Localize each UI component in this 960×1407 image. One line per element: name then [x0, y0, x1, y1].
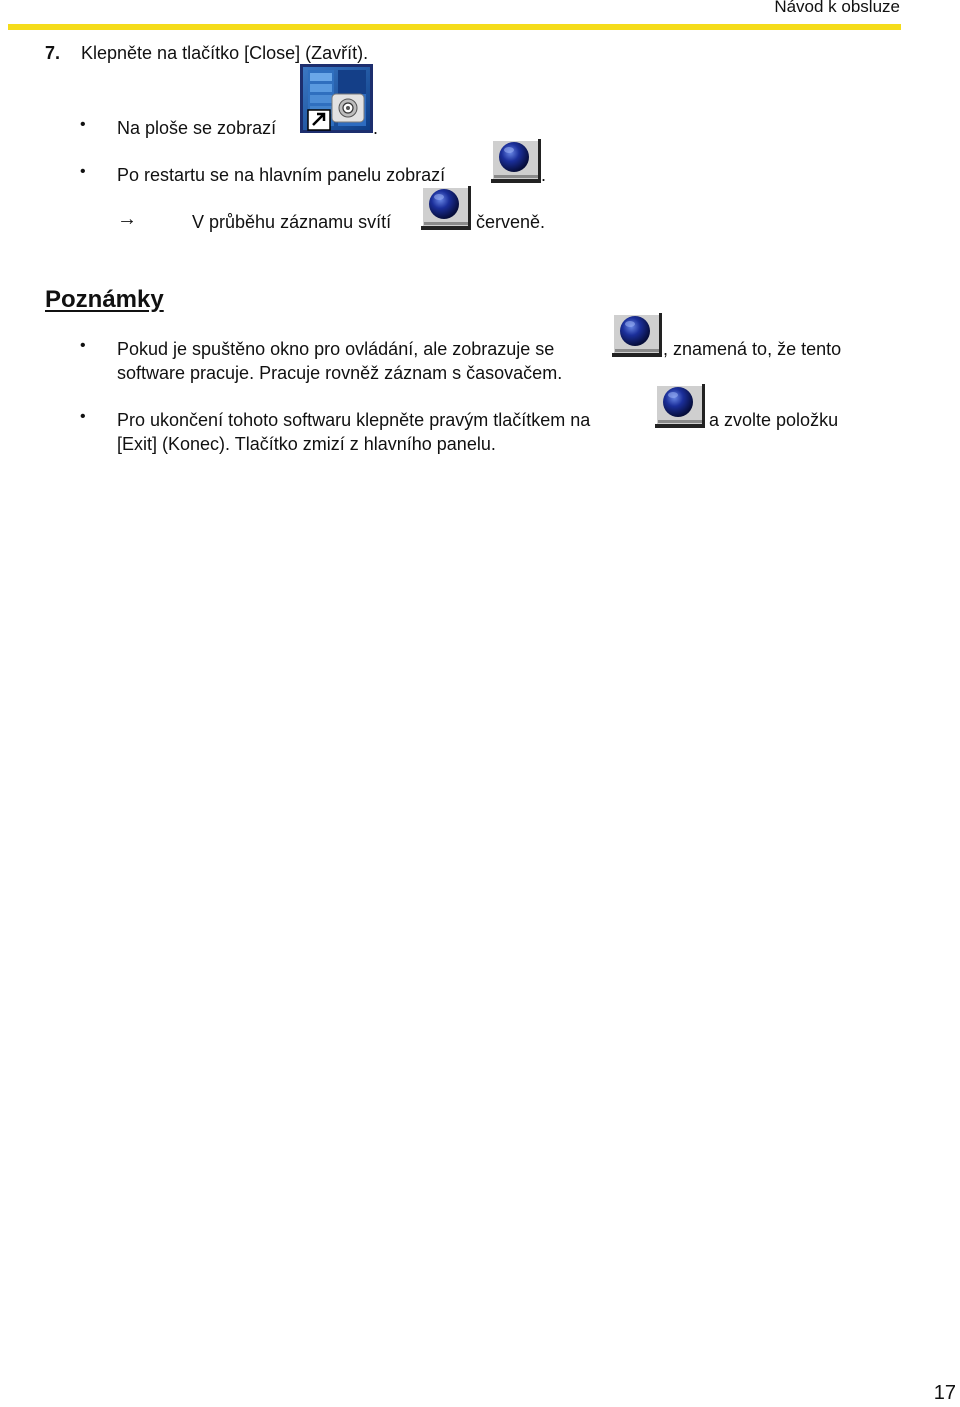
- tray-ball-icon[interactable]: [655, 384, 705, 428]
- header-divider: [8, 24, 901, 30]
- recording-text: V průběhu záznamu svítí: [192, 212, 392, 232]
- bullet-dot: •: [80, 337, 86, 354]
- note2-line2: [Exit] (Konec). Tlačítko zmizí z hlavního panelu.: [117, 434, 496, 454]
- bullet-desktop-end: .: [373, 118, 379, 138]
- bullet-dot: •: [80, 163, 86, 180]
- tray-ball-icon[interactable]: [491, 139, 541, 183]
- notes-heading: Poznámky: [45, 286, 164, 313]
- header-title: Návod k obsluze: [774, 0, 900, 16]
- note1-line1-end: , znamená to, že tento: [663, 339, 842, 359]
- step-text: Klepněte na tlačítko [Close] (Zavřít).: [81, 43, 369, 63]
- bullet-dot: •: [80, 408, 86, 425]
- arrow-marker: →: [117, 208, 137, 230]
- note2-line1-end: a zvolte položku: [709, 410, 839, 430]
- bullet-taskbar-text: Po restartu se na hlavním panelu zobrazí: [117, 165, 446, 185]
- bullet-taskbar-end: .: [541, 165, 547, 185]
- step-number: 7.: [45, 43, 61, 63]
- page-number: 17: [933, 1382, 956, 1404]
- bullet-dot: •: [80, 116, 86, 133]
- note1-line1: Pokud je spuštěno okno pro ovládání, ale zobrazuje se: [117, 339, 555, 359]
- note1-line2: software pracuje. Pracuje rovněž záznam s časovačem.: [117, 363, 563, 383]
- bullet-desktop-text: Na ploše se zobrazí: [117, 118, 277, 138]
- tray-ball-icon[interactable]: [612, 313, 662, 357]
- desktop-shortcut-icon[interactable]: [300, 64, 373, 133]
- tray-ball-icon[interactable]: [421, 186, 471, 230]
- note2-line1: Pro ukončení tohoto softwaru klepněte pravým tlačítkem na: [117, 410, 591, 430]
- recording-text-end: červeně.: [476, 212, 546, 232]
